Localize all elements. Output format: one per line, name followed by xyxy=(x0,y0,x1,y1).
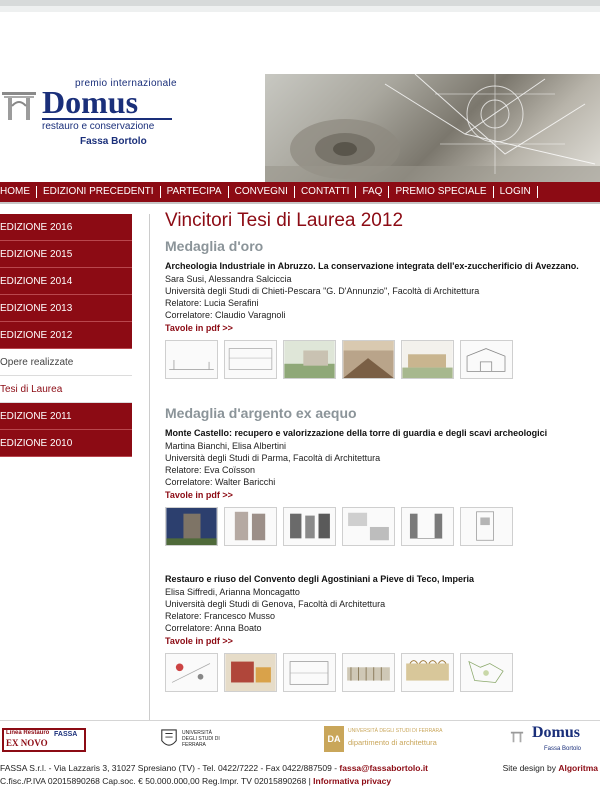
entry-relatore: Relatore: Francesco Musso xyxy=(165,611,276,621)
entry-relatore: Relatore: Eva Coïsson xyxy=(165,465,256,475)
header-sketch-overlay xyxy=(265,74,600,182)
thumbnail[interactable] xyxy=(401,653,454,692)
thumbnail[interactable] xyxy=(165,507,218,546)
unife-logo[interactable] xyxy=(160,726,230,754)
domus-footer-text: Domus xyxy=(532,724,581,741)
thumbnail[interactable] xyxy=(165,340,218,379)
main-content xyxy=(165,210,595,692)
header xyxy=(0,12,600,182)
entry-title: Archeologia Industriale in Abruzzo. La conservazione integrata dell'ex-zuccherificio di Avezzano. xyxy=(165,261,579,271)
thumbnail[interactable] xyxy=(283,653,336,692)
thumbnail[interactable] xyxy=(342,653,395,692)
sidebar-item-edizione-2011[interactable]: EDIZIONE 2011 xyxy=(0,403,132,430)
entry-relatore: Relatore: Lucia Serafini xyxy=(165,298,259,308)
footer-logos xyxy=(0,722,600,762)
ex-novo-logo[interactable] xyxy=(2,728,86,752)
entry-university: Università degli Studi di Genova, Facoltà di Architettura xyxy=(165,599,386,609)
sidebar-item-edizione-2012[interactable]: EDIZIONE 2012 xyxy=(0,322,132,349)
ex-novo-logo-top: Linea Restauro xyxy=(6,730,50,736)
da-logo-uni: UNIVERSITÀ DEGLI STUDI DI FERRARA xyxy=(348,728,443,734)
entry-argento-2 xyxy=(165,574,595,692)
sidebar-divider xyxy=(149,214,150,720)
entry-correlatore: Correlatore: Anna Boato xyxy=(165,623,262,633)
domus-footer-fassa: Fassa Bortolo xyxy=(544,746,582,752)
thumbnail[interactable] xyxy=(224,340,277,379)
nav-convegni[interactable]: CONVEGNI xyxy=(229,186,295,198)
nav-home[interactable]: HOME xyxy=(0,186,37,198)
nav-partecipa[interactable]: PARTECIPA xyxy=(161,186,229,198)
unife-crest-icon xyxy=(160,726,178,750)
arch-icon xyxy=(0,84,40,124)
logo-fassa-text: Fassa Bortolo xyxy=(80,136,147,147)
thumbnail[interactable] xyxy=(460,653,513,692)
thumbnail[interactable] xyxy=(165,653,218,692)
section-title-oro: Medaglia d'oro xyxy=(165,238,264,254)
main-nav xyxy=(0,182,600,202)
entry-title: Monte Castello: recupero e valorizzazione della torre di guardia e degli scavi archeologici xyxy=(165,428,548,438)
sidebar-item-tesi-di-laurea[interactable]: Tesi di Laurea xyxy=(0,376,132,403)
da-logo-text: dipartimento di architettura xyxy=(348,738,437,747)
footer-site-design xyxy=(503,763,598,773)
domus-footer-logo[interactable] xyxy=(510,724,600,756)
nav-edizioni-precedenti[interactable]: EDIZIONI PRECEDENTI xyxy=(37,186,161,198)
pdf-link[interactable]: Tavole in pdf >> xyxy=(165,490,233,500)
nav-faq[interactable]: FAQ xyxy=(356,186,389,198)
pdf-link[interactable]: Tavole in pdf >> xyxy=(165,323,233,333)
ex-novo-logo-text: EX NOVO xyxy=(6,738,48,748)
footer-design-prefix: Site design by xyxy=(502,763,559,773)
thumbnail-strip xyxy=(165,340,595,379)
da-logo[interactable] xyxy=(324,724,454,756)
sidebar xyxy=(0,214,132,457)
thumbnail[interactable] xyxy=(342,507,395,546)
arch-icon xyxy=(510,730,524,744)
footer-divider xyxy=(0,720,600,721)
domus-logo[interactable] xyxy=(0,78,180,168)
thumbnail-strip xyxy=(165,653,595,692)
entry-title: Restauro e riuso del Convento degli Agostiniani a Pieve di Teco, Imperia xyxy=(165,574,475,584)
entry-authors: Elisa Siffredi, Arianna Moncagatto xyxy=(165,587,300,597)
nav-contatti[interactable]: CONTATTI xyxy=(295,186,357,198)
thumbnail[interactable] xyxy=(342,340,395,379)
thumbnail[interactable] xyxy=(224,507,277,546)
page-title: Vincitori Tesi di Laurea 2012 xyxy=(165,210,404,231)
nav-login[interactable]: LOGIN xyxy=(494,186,538,198)
ex-novo-logo-fassa: FASSA xyxy=(54,731,78,738)
footer-design-link[interactable]: Algoritma xyxy=(558,763,598,773)
da-logo-badge: DA xyxy=(324,726,344,752)
entry-argento-1 xyxy=(165,428,595,546)
thumbnail[interactable] xyxy=(224,653,277,692)
footer-legal-text: C.fisc./P.IVA 02015890268 Cap.soc. € 50.000.000,00 Reg.Impr. TV 02015890268 | xyxy=(0,776,314,786)
thumbnail[interactable] xyxy=(460,340,513,379)
thumbnail[interactable] xyxy=(401,507,454,546)
sidebar-item-edizione-2010[interactable]: EDIZIONE 2010 xyxy=(0,430,132,457)
sidebar-item-edizione-2016[interactable]: EDIZIONE 2016 xyxy=(0,214,132,241)
unife-logo-text: UNIVERSITÀ DEGLI STUDI DI FERRARA xyxy=(182,730,220,748)
nav-underline xyxy=(0,202,600,204)
sidebar-item-opere-realizzate[interactable]: Opere realizzate xyxy=(0,349,132,376)
footer-privacy-link[interactable]: Informativa privacy xyxy=(313,776,392,786)
entry-university: Università degli Studi di Parma, Facoltà di Architettura xyxy=(165,453,381,463)
header-capital-photo xyxy=(265,74,600,182)
thumbnail-strip xyxy=(165,507,595,546)
entry-correlatore: Correlatore: Walter Baricchi xyxy=(165,477,276,487)
section-title-argento: Medaglia d'argento ex aequo xyxy=(165,405,357,421)
entry-university: Università degli Studi di Chieti-Pescara "G. D'Annunzio", Facoltà di Architettura xyxy=(165,286,480,296)
thumbnail[interactable] xyxy=(283,507,336,546)
thumbnail[interactable] xyxy=(283,340,336,379)
sidebar-item-edizione-2014[interactable]: EDIZIONE 2014 xyxy=(0,268,132,295)
logo-domus-text: Domus xyxy=(42,84,139,120)
entry-correlatore: Correlatore: Claudio Varagnoli xyxy=(165,310,286,320)
logo-restauro-text: restauro e conservazione xyxy=(42,118,172,132)
sidebar-item-edizione-2015[interactable]: EDIZIONE 2015 xyxy=(0,241,132,268)
footer-email-link[interactable]: fassa@fassabortolo.it xyxy=(339,763,429,773)
thumbnail[interactable] xyxy=(460,507,513,546)
footer-address-text: FASSA S.r.l. - Via Lazzaris 3, 31027 Spresiano (TV) - Tel. 0422/7222 - Fax 0422/887509 - xyxy=(0,763,340,773)
thumbnail[interactable] xyxy=(401,340,454,379)
footer-legal xyxy=(0,776,600,786)
entry-authors: Sara Susi, Alessandra Salciccia xyxy=(165,274,292,284)
sidebar-item-edizione-2013[interactable]: EDIZIONE 2013 xyxy=(0,295,132,322)
pdf-link[interactable]: Tavole in pdf >> xyxy=(165,636,233,646)
nav-premio-speciale[interactable]: PREMIO SPECIALE xyxy=(389,186,493,198)
entry-oro-1 xyxy=(165,261,595,379)
entry-authors: Martina Bianchi, Elisa Albertini xyxy=(165,441,287,451)
logo-premio-text: premio internazionale xyxy=(75,78,177,89)
